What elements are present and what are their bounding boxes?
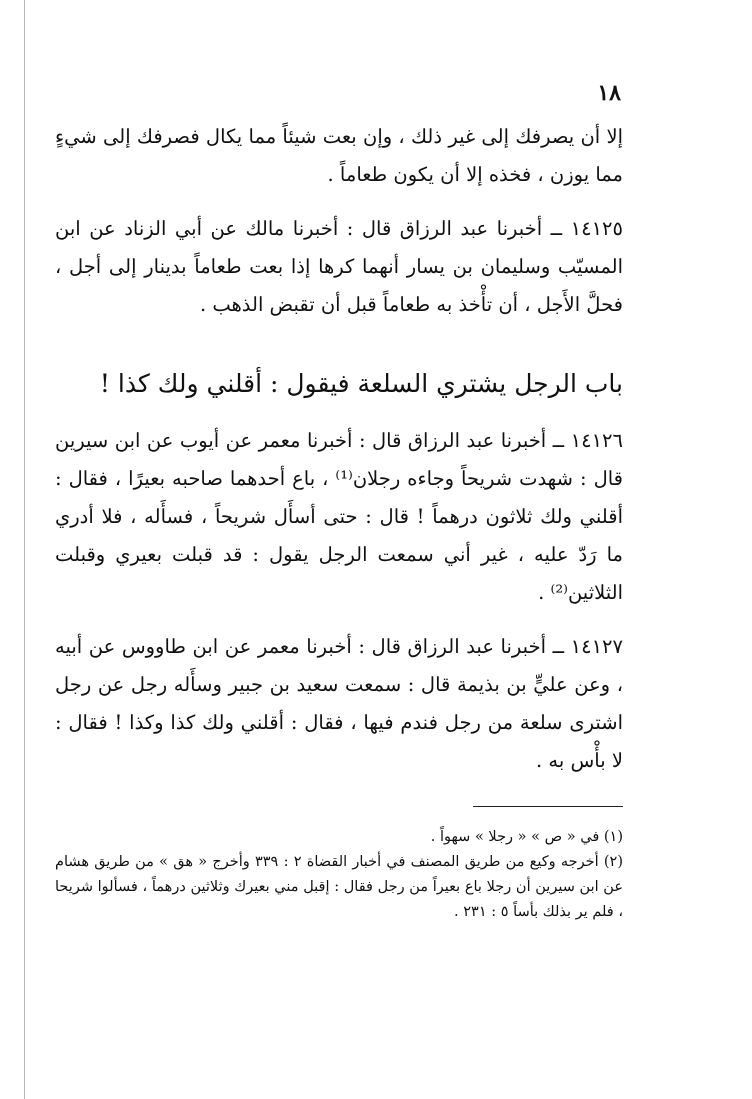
hadith-14125: ١٤١٢٥ ــ أخبرنا عبد الرزاق قال : أخبرنا مالك عن أبي الزناد عن ابن المسيّب وسليمان بن يسار أنهما كرها إذا بعت طعاماً بدينار إلى أجل ، فحلَّ الأَجل ، أن تأْخذ به طعاماً قبل أن تقبض الذهب . — [55, 217, 623, 316]
book-page — [55, 80, 623, 925]
footnote-2: (٢) أخرجه وكيع من طريق المصنف في أخبار القضاة ٢ : ٣٣٩ وأخرج « هق » من طريق هشام عن ابن سيرين أن رجلا باع بعيراً من رجل فقال : إقبل مني بعيرك وثلاثين درهماً ، فسألوا شريحا ، فلم ير بذلك بأساً ٥ : ٢٣١ . — [55, 854, 623, 920]
chapter-heading: باب الرجل يشتري السلعة فيقول : أقلني ولك كذا ! — [99, 369, 623, 398]
hadith-14127: ١٤١٢٧ ــ أخبرنا عبد الرزاق قال : أخبرنا معمر عن ابن طاووس عن أبيه ، وعن عليٍّ بن بذيمة قال : سمعت سعيد بن جبير وسأَله رجل عن رجل اشترى سلعة من رجل فندم فيها ، فقال : أقلني ولك كذا وكذا ! فقال : لا بأْس به . — [55, 635, 623, 772]
page-number: ١٨ — [597, 80, 621, 106]
text-paragraph: إلا أن يصرفك إلى غير ذلك ، وإن بعت شيئاً مما يكال فصرفك إلى شيءٍ مما يوزن ، فخذه إلا أن يكون طعاماً . — [55, 125, 623, 186]
footnote-1: (١) في « ص » « رجلا » سهواً . — [430, 829, 623, 845]
footnote-divider — [473, 806, 623, 807]
hadith-14126: ١٤١٢٦ ــ أخبرنا عبد الرزاق قال : أخبرنا معمر عن أيوب عن ابن سيرين قال : شهدت شريحاً وجاءه رجلان⁽¹⁾ ، باع أحدهما صاحبه بعيرًا ، فقال : أقلني ولك ثلاثون درهماً ! قال : حتى أسأَل شريحاً ، فسأَله ، فلا أدري ما رَدّ عليه ، غير أني سمعت الرجل يقول : قد قبلت بعيري وقبلت الثلاثين⁽²⁾ . — [55, 429, 623, 604]
page-margin-line — [24, 0, 25, 1099]
